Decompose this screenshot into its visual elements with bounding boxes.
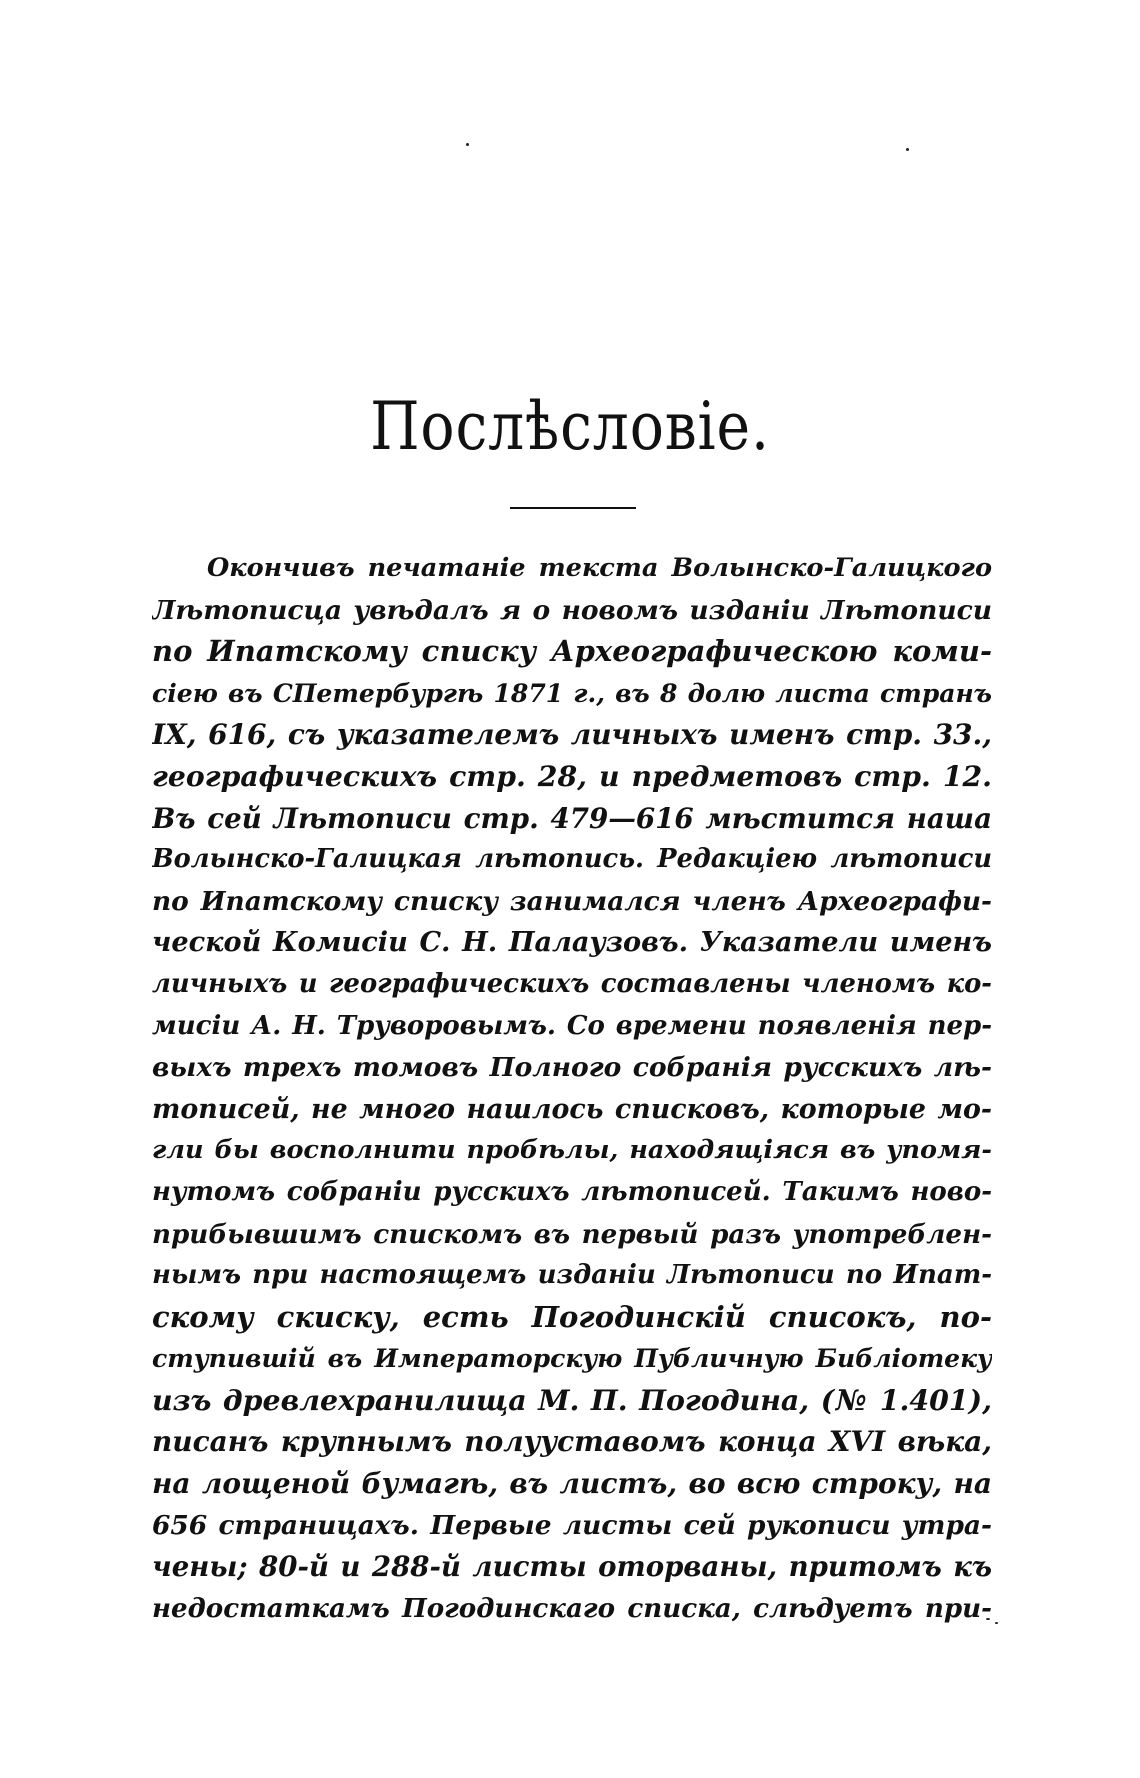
- text-line: на лощеной бумагѣ, въ листъ, во всю строку, на: [152, 1467, 992, 1501]
- text-line: выхъ трехъ томовъ Полного собранія русскихъ лѣ-: [152, 1052, 992, 1084]
- text-line: географическихъ стр. 28, и предметовъ стр. 12.: [152, 758, 992, 793]
- print-speck: [466, 143, 469, 146]
- text-line: нымъ при настоящемъ изданіи Лѣтописи по Ипат-: [152, 1260, 992, 1291]
- print-speck: [906, 148, 909, 151]
- text-line: прибывшимъ спискомъ въ первый разъ употреблен-: [152, 1218, 992, 1250]
- text-line: недостаткамъ Погодинскаго списка, слѣдуетъ при-: [152, 1592, 992, 1624]
- text-line: Въ сей Лѣтописи стр. 479—616 мѣстится наша: [152, 801, 992, 835]
- body-paragraph: [152, 548, 992, 1629]
- text-line: изъ древлехранилища М. П. Погодина, (№ 1.401),: [152, 1382, 992, 1417]
- text-line: личныхъ и географическихъ составлены членомъ ко-: [152, 968, 992, 999]
- text-line: ческой Комисіи С. Н. Палаузовъ. Указатели именъ: [152, 927, 992, 959]
- text-line: мисіи А. Н. Труворовымъ. Со времени появленія пер-: [152, 1010, 992, 1041]
- text-line: по Ипатскому списку занимался членъ Археографи-: [152, 885, 992, 917]
- text-line: ступившій въ Императорскую Публичную Библіотеку: [152, 1343, 992, 1374]
- text-line: Окончивъ печатаніе текста Волынско-Галицкого: [207, 553, 992, 583]
- text-line: нутомъ собраніи русскихъ лѣтописей. Такимъ ново-: [152, 1176, 992, 1207]
- text-line: IX, 616, съ указателемъ личныхъ именъ стр. 33.,: [152, 718, 992, 752]
- text-line: по Ипатскому списку Археографическою коми-: [152, 634, 992, 669]
- page-title: Послѣсловіе.: [370, 388, 770, 465]
- text-line: тописей, не много нашлось списковъ, которые мо-: [152, 1093, 992, 1125]
- text-line: Волынско-Галицкая лѣтопись. Редакціею лѣтописи: [152, 844, 992, 875]
- text-line: 656 страницахъ. Первые листы сей рукописи утра-: [152, 1509, 992, 1541]
- title-divider: [510, 507, 636, 509]
- text-line: писанъ крупнымъ полууставомъ конца XVI вѣка,: [152, 1425, 992, 1459]
- text-line: чены; 80-й и 288-й листы оторваны, притомъ къ: [152, 1550, 992, 1584]
- text-line: гли бы восполнити пробѣлы, находящіяся въ упомя-: [152, 1135, 992, 1166]
- text-line: сіею въ СПетербургѣ 1871 г., въ 8 долю листа странъ: [152, 677, 992, 708]
- text-line: Лѣтописца увѣдалъ я о новомъ изданіи Лѣтописи: [152, 594, 992, 626]
- print-speck: [995, 1622, 998, 1624]
- text-line: скому скиску, есть Погодинскій списокъ, по-: [152, 1299, 992, 1334]
